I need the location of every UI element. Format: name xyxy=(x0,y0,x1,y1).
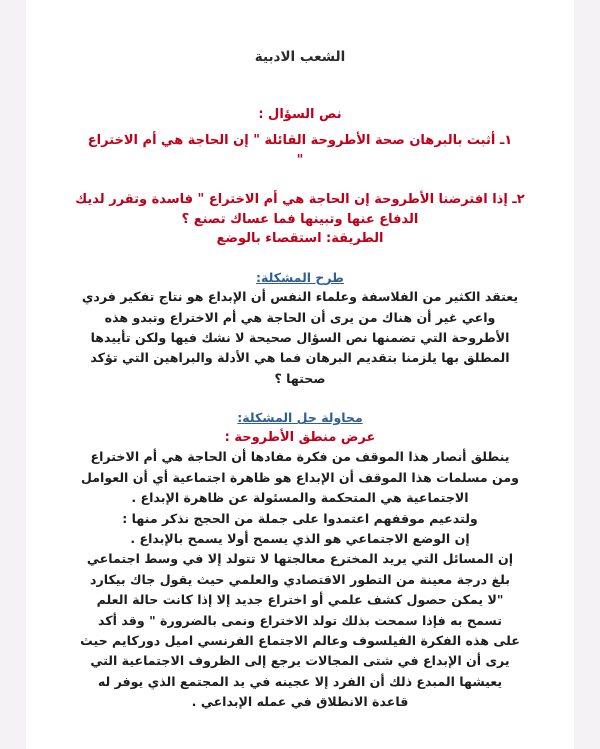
paragraph-line: إن الوضع الاجتماعي هو الذي يسمح أولا يسمح بالإبداع . xyxy=(130,531,470,547)
problem-statement-paragraph xyxy=(40,287,560,389)
subsection-heading-thesis-logic: عرض منطق الأطروحة : xyxy=(224,429,376,445)
paragraph-line: تسمح به فإذا سمحت بذلك تولد الاختراع ونمى بالضرورة " وقد أكد xyxy=(98,612,502,628)
paragraph-line: صحتها ؟ xyxy=(274,370,326,386)
question-item-1-closing-quote: " xyxy=(296,152,304,168)
question-section-heading: نص السؤال : xyxy=(258,106,342,122)
question-item-2-line-1: ٢ـ إذا افترضنا الأطروحة إن الحاجة هي أم الاختراع " فاسدة وتقرر xyxy=(109,192,525,208)
attempt-section-paragraph xyxy=(40,447,560,712)
question-item-1-text: ١ـ أثبت بالبرهان صحة الأطروحة القائلة " إن الحاجة هي أم الاختراع xyxy=(87,133,513,149)
paragraph-line: إن المسائل التي يريد المخترع معالجتها لا تتولد إلا في وسط اجتماعي xyxy=(86,551,514,567)
paragraph-line: على هذه الفكرة الفيلسوف وعالم الاجتماع الفرنسي اميل دوركايم حيث xyxy=(80,633,520,648)
paragraph-line: المطلق بها يلزمنا بتقديم البرهان فما هي الأدلة والبراهين التي تؤكد xyxy=(90,350,510,366)
section-heading-problem-statement: طرح المشكلة: xyxy=(256,269,344,285)
question-item-2-line-2: لديك الدفاع عنها وتبينها فما عساك تصنع ؟ xyxy=(75,192,419,227)
paragraph-line: يعيشها المبدع ذلك أن الفرد إلا عجينه في يد المجتمع الذي يوفر له xyxy=(97,673,503,689)
paragraph-line: الأطروحة التي تضمنها نص السؤال صحيحة لا نشك فيها ولكن تأييدها xyxy=(90,330,510,346)
spacer xyxy=(40,389,560,409)
paragraph-line: قاعدة الانطلاق في عمله الإبداعي . xyxy=(191,694,409,710)
page-title: الشعب الادبية xyxy=(254,49,346,65)
paragraph-line: يرى أن الإبداع في شتى المجالات يرجع إلى الظروف الاجتماعية التي xyxy=(90,653,510,669)
paragraph-line: الاجتماعية هي المتحكمة والمسئولة عن ظاهرة الإبداع . xyxy=(131,490,469,506)
paragraph-line: بلغ درجة معينة من التطور الاقتصادي والعلمي حيث يقول جاك بيكارد xyxy=(90,571,510,587)
paragraph-line: ومن مسلمات هذا الموقف أن الإبداع هو ظاهرة اجتماعية أي أن العوامل xyxy=(80,469,520,485)
question-item-1 xyxy=(40,131,560,170)
section-heading-attempt: محاولة حل المشكلة: xyxy=(237,410,363,426)
method-line: الطريقة: استقصاء بالوضع xyxy=(216,231,384,247)
spacer xyxy=(40,249,560,269)
paragraph-line: "لا يمكن حصول كشف علمي أو اختراع جديد إلا إذا كانت حالة العلم xyxy=(96,592,504,608)
paragraph-line: واعي غير أن هناك من يرى أن الحاجة هي أم الاختراع وتبدو هذه xyxy=(104,309,496,325)
paragraph-line: ينطلق أنصار هذا الموقف من فكرة مفادها أن الحاجة هي أم الاختراع xyxy=(90,449,510,465)
document-page xyxy=(26,0,574,749)
question-item-2 xyxy=(40,190,560,229)
paragraph-line: يعتقد الكثير من الفلاسفة وعلماء النفس أن الإبداع هو نتاج تفكير فردي xyxy=(81,289,519,305)
spacer xyxy=(40,170,560,190)
spacer xyxy=(40,67,560,105)
paragraph-line: ولتدعيم موقفهم اعتمدوا على جملة من الحجج نذكر منها : xyxy=(122,510,478,526)
document-body xyxy=(40,48,560,713)
